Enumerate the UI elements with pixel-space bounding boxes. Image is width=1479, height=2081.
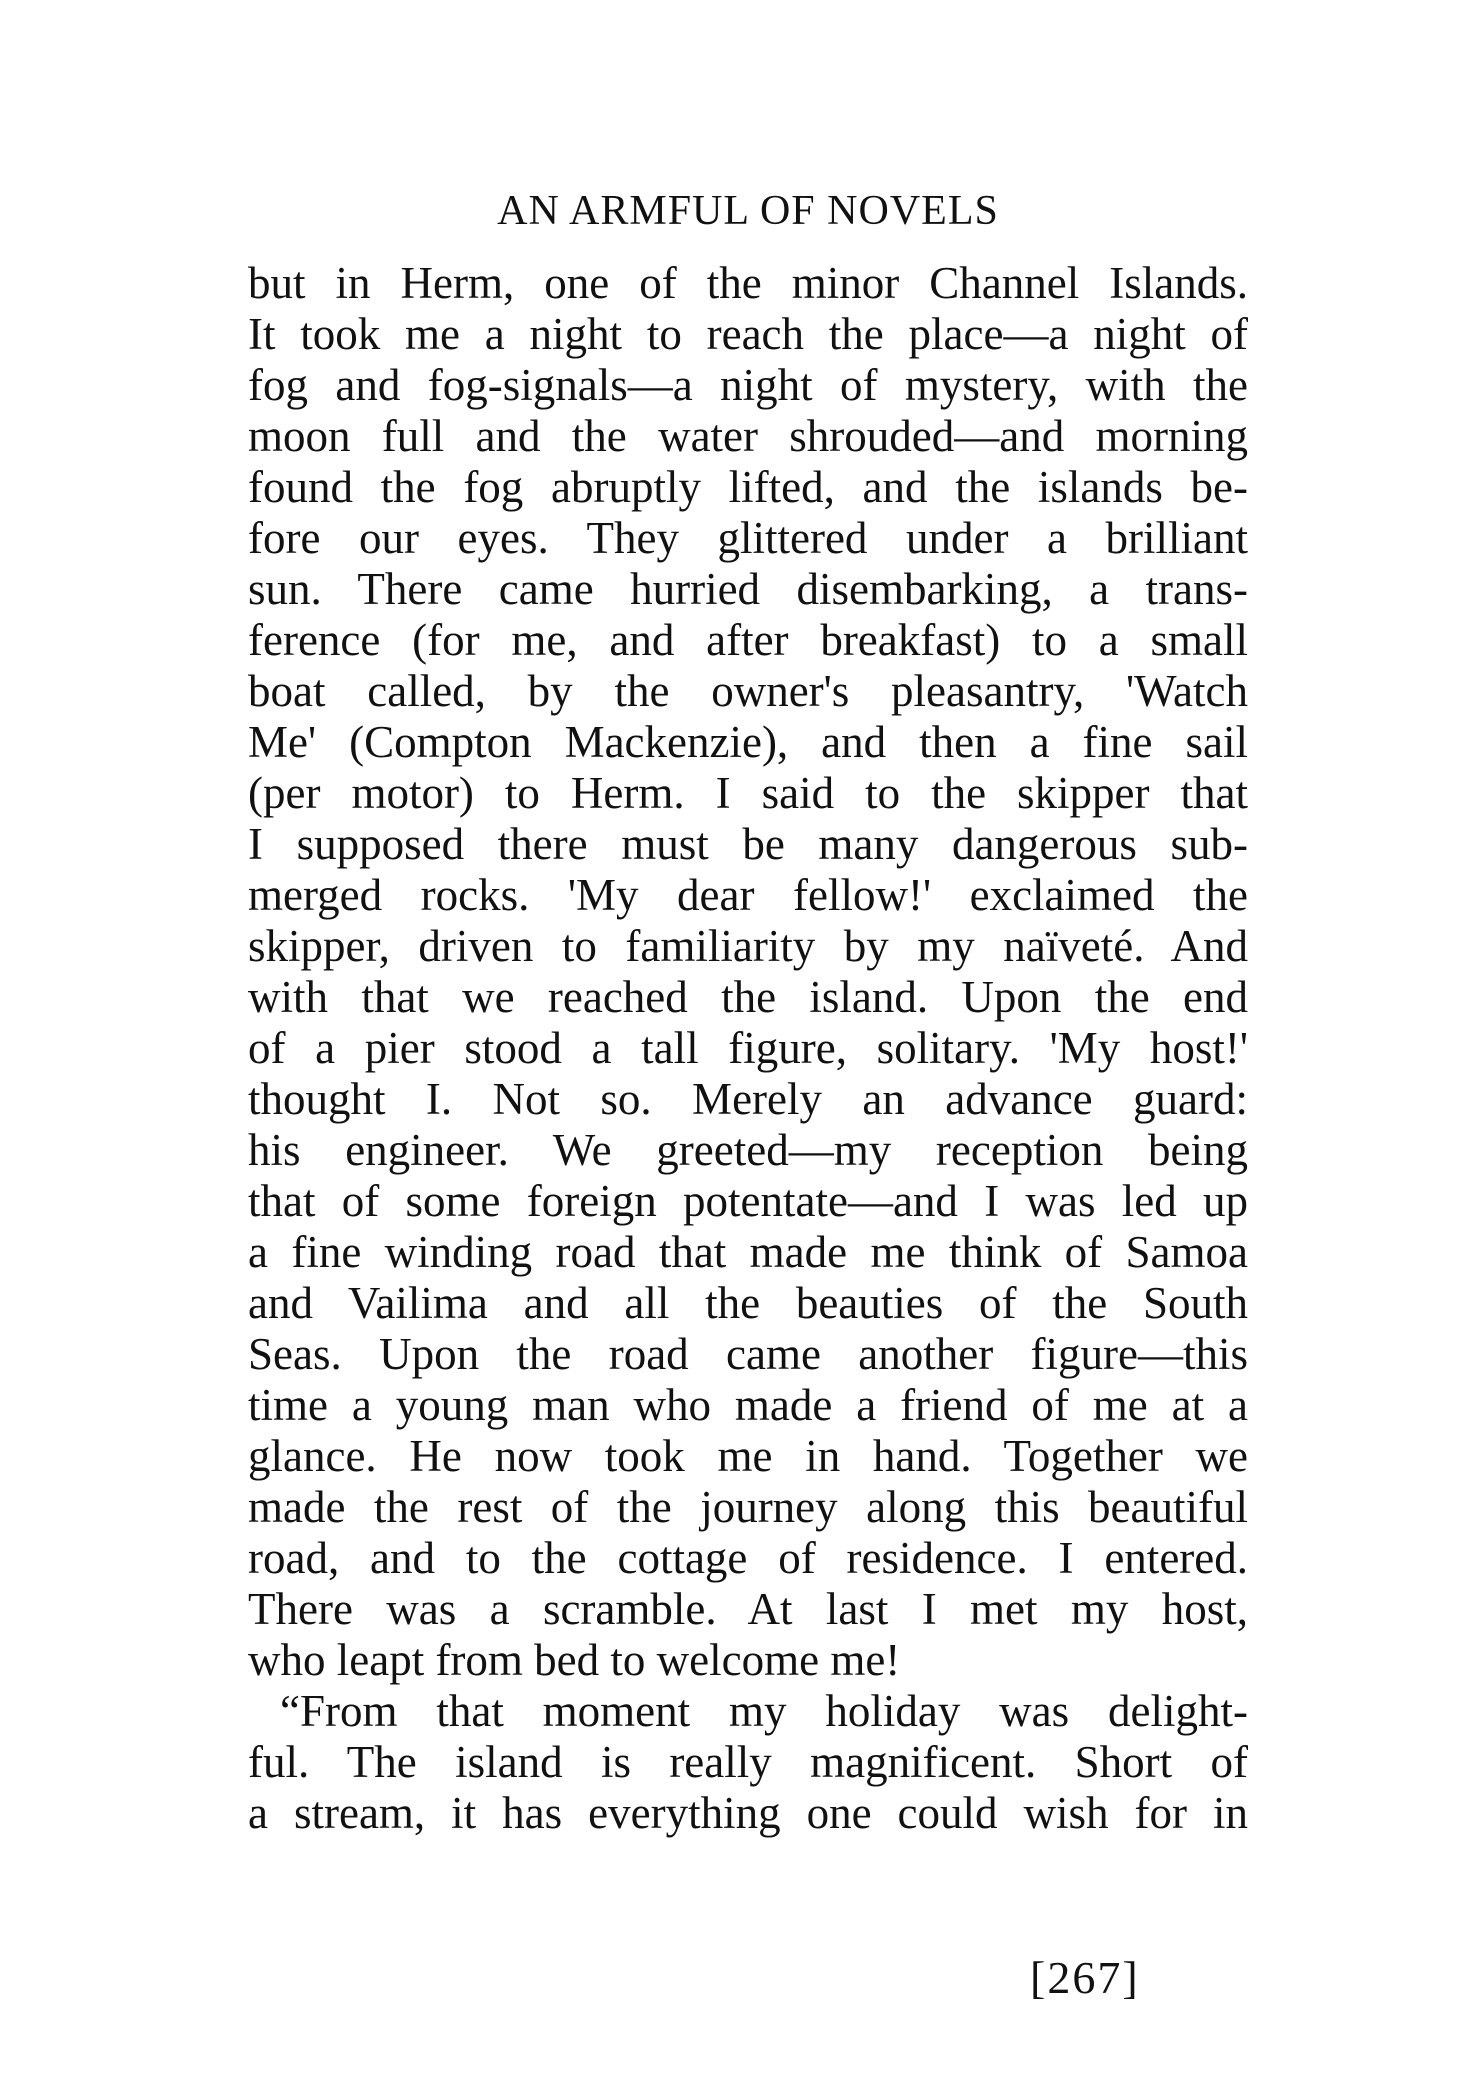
paragraph-end-line: who leapt from bed to welcome me! xyxy=(248,1635,901,1685)
text-line: with that we reached the island. Upon the end xyxy=(248,972,1248,1022)
text-line: his engineer. We greeted—my reception being xyxy=(248,1125,1248,1175)
text-line: It took me a night to reach the place—a night of xyxy=(248,309,1248,359)
text-line: moon full and the water shrouded—and morning xyxy=(248,411,1248,461)
body-text xyxy=(248,258,1248,1839)
text-line: I supposed there must be many dangerous sub- xyxy=(248,819,1248,869)
text-line: a fine winding road that made me think of Samoa xyxy=(248,1227,1248,1277)
page-number: [267] xyxy=(1030,1952,1140,2003)
text-line: found the fog abruptly lifted, and the islands be- xyxy=(248,462,1248,512)
text-line: that of some foreign potentate—and I was led up xyxy=(248,1176,1248,1226)
text-line: Seas. Upon the road came another figure—this xyxy=(248,1329,1248,1379)
running-head: AN ARMFUL OF NOVELS xyxy=(497,188,999,234)
text-line: (per motor) to Herm. I said to the skipper that xyxy=(248,768,1248,818)
text-line: and Vailima and all the beauties of the South xyxy=(248,1278,1248,1328)
text-line: boat called, by the owner's pleasantry, 'Watch xyxy=(248,666,1248,716)
text-line: road, and to the cottage of residence. I entered. xyxy=(248,1533,1248,1583)
text-line: skipper, driven to familiarity by my naïveté. And xyxy=(248,921,1248,971)
text-line: There was a scramble. At last I met my host, xyxy=(248,1584,1248,1634)
paragraph-start-line: “From that moment my holiday was delight- xyxy=(280,1686,1248,1736)
text-line: Me' (Compton Mackenzie), and then a fine sail xyxy=(248,717,1248,767)
text-line: ful. The island is really magnificent. Short of xyxy=(248,1737,1248,1787)
text-line: glance. He now took me in hand. Together we xyxy=(248,1431,1248,1481)
text-line: made the rest of the journey along this beautiful xyxy=(248,1482,1248,1532)
text-line: of a pier stood a tall figure, solitary. 'My host!' xyxy=(248,1023,1248,1073)
text-line: time a young man who made a friend of me at a xyxy=(248,1380,1248,1430)
text-line: ference (for me, and after breakfast) to a small xyxy=(248,615,1248,665)
text-line: a stream, it has everything one could wish for in xyxy=(248,1788,1248,1838)
text-line: but in Herm, one of the minor Channel Islands. xyxy=(248,258,1248,308)
text-line: thought I. Not so. Merely an advance guard: xyxy=(248,1074,1248,1124)
text-line: merged rocks. 'My dear fellow!' exclaimed the xyxy=(248,870,1248,920)
text-line: fore our eyes. They glittered under a brilliant xyxy=(248,513,1248,563)
text-line: sun. There came hurried disembarking, a trans- xyxy=(248,564,1248,614)
text-line: fog and fog-signals—a night of mystery, with the xyxy=(248,360,1248,410)
